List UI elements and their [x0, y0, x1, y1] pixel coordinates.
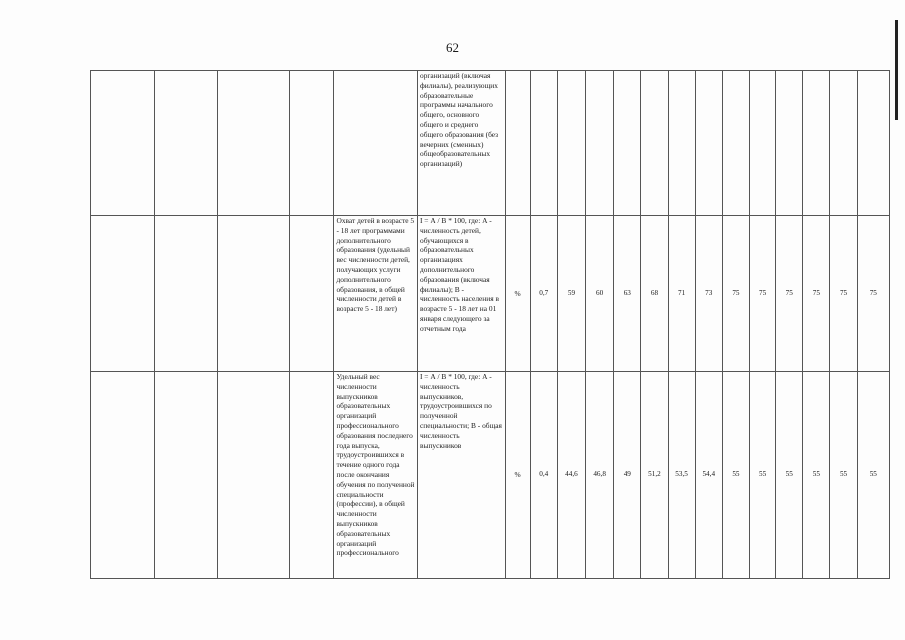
indicator-table [90, 70, 890, 579]
table-row [91, 71, 890, 216]
value-cell [641, 71, 668, 216]
value-cell: 75 [803, 216, 830, 372]
value-cell: 55 [749, 372, 775, 579]
value-cell [749, 71, 775, 216]
value-cell: 71 [668, 216, 695, 372]
value-cell: 75 [722, 216, 749, 372]
value-cell: 55 [776, 372, 803, 579]
indicator-cell: Охват детей в возрасте 5 - 18 лет программами дополнительного образования (удельный вес численности детей, получающих услуги дополнительного образования, в общей численности детей в возрасте 5 - 18 лет) [334, 216, 418, 372]
blank-cell [155, 71, 217, 216]
value-cell [722, 71, 749, 216]
value-cell [830, 71, 857, 216]
table-row [91, 216, 890, 372]
value-cell: 53,5 [668, 372, 695, 579]
value-cell [857, 71, 889, 216]
formula-cell: I = А / В * 100, где: А - численность выпускников, трудоустроившихся по полученной специальности; В - общая численность выпускников [418, 372, 506, 579]
value-cell [557, 71, 585, 216]
value-cell: 49 [614, 372, 641, 579]
formula-cell: организаций (включая филиалы), реализующих образовательные программы начального общего, основного общего и среднего общего образования (без вечерних (сменных) общеобразовательных организаций) [418, 71, 506, 216]
value-cell: 44,6 [557, 372, 585, 579]
blank-cell [217, 216, 289, 372]
blank-cell [91, 216, 155, 372]
blank-cell [290, 216, 334, 372]
table-row [91, 372, 890, 579]
value-cell: 75 [776, 216, 803, 372]
value-cell: 63 [614, 216, 641, 372]
value-cell: 60 [586, 216, 614, 372]
blank-cell [155, 372, 217, 579]
value-cell: 59 [557, 216, 585, 372]
page-number: 62 [446, 40, 459, 55]
blank-cell [91, 71, 155, 216]
value-cell [530, 71, 557, 216]
value-cell: 51,2 [641, 372, 668, 579]
value-cell: 55 [830, 372, 857, 579]
indicator-cell [334, 71, 418, 216]
value-cell [776, 71, 803, 216]
value-cell: 0,4 [530, 372, 557, 579]
value-cell [668, 71, 695, 216]
value-cell [803, 71, 830, 216]
unit-cell [505, 71, 530, 216]
value-cell: 55 [857, 372, 889, 579]
value-cell: 0,7 [530, 216, 557, 372]
value-cell [614, 71, 641, 216]
blank-cell [217, 372, 289, 579]
value-cell: 75 [830, 216, 857, 372]
value-cell: 46,8 [586, 372, 614, 579]
blank-cell [290, 71, 334, 216]
scan-edge-mark [895, 20, 898, 120]
blank-cell [155, 216, 217, 372]
value-cell: 54,4 [695, 372, 722, 579]
value-cell: 55 [803, 372, 830, 579]
value-cell: 75 [749, 216, 775, 372]
indicator-cell: Удельный вес численности выпускников образовательных организаций профессионального образования последнего года выпуска, трудоустроившихся в течение одного года после окончания обучения по полученной специальности (профессии), в общей численности выпускников образовательных организаций профессионального [334, 372, 418, 579]
blank-cell [91, 372, 155, 579]
value-cell: 73 [695, 216, 722, 372]
value-cell: 68 [641, 216, 668, 372]
blank-cell [217, 71, 289, 216]
blank-cell [290, 372, 334, 579]
formula-cell: I = А / В * 100, где: А - численность детей, обучающихся в образовательных организациях дополнительного образования (включая филиалы); В - численность населения в возрасте 5 - 18 лет на 01 января следующего за отчетным года [418, 216, 506, 372]
value-cell: 55 [722, 372, 749, 579]
value-cell [586, 71, 614, 216]
value-cell [695, 71, 722, 216]
unit-cell: % [505, 372, 530, 579]
unit-cell: % [505, 216, 530, 372]
value-cell: 75 [857, 216, 889, 372]
